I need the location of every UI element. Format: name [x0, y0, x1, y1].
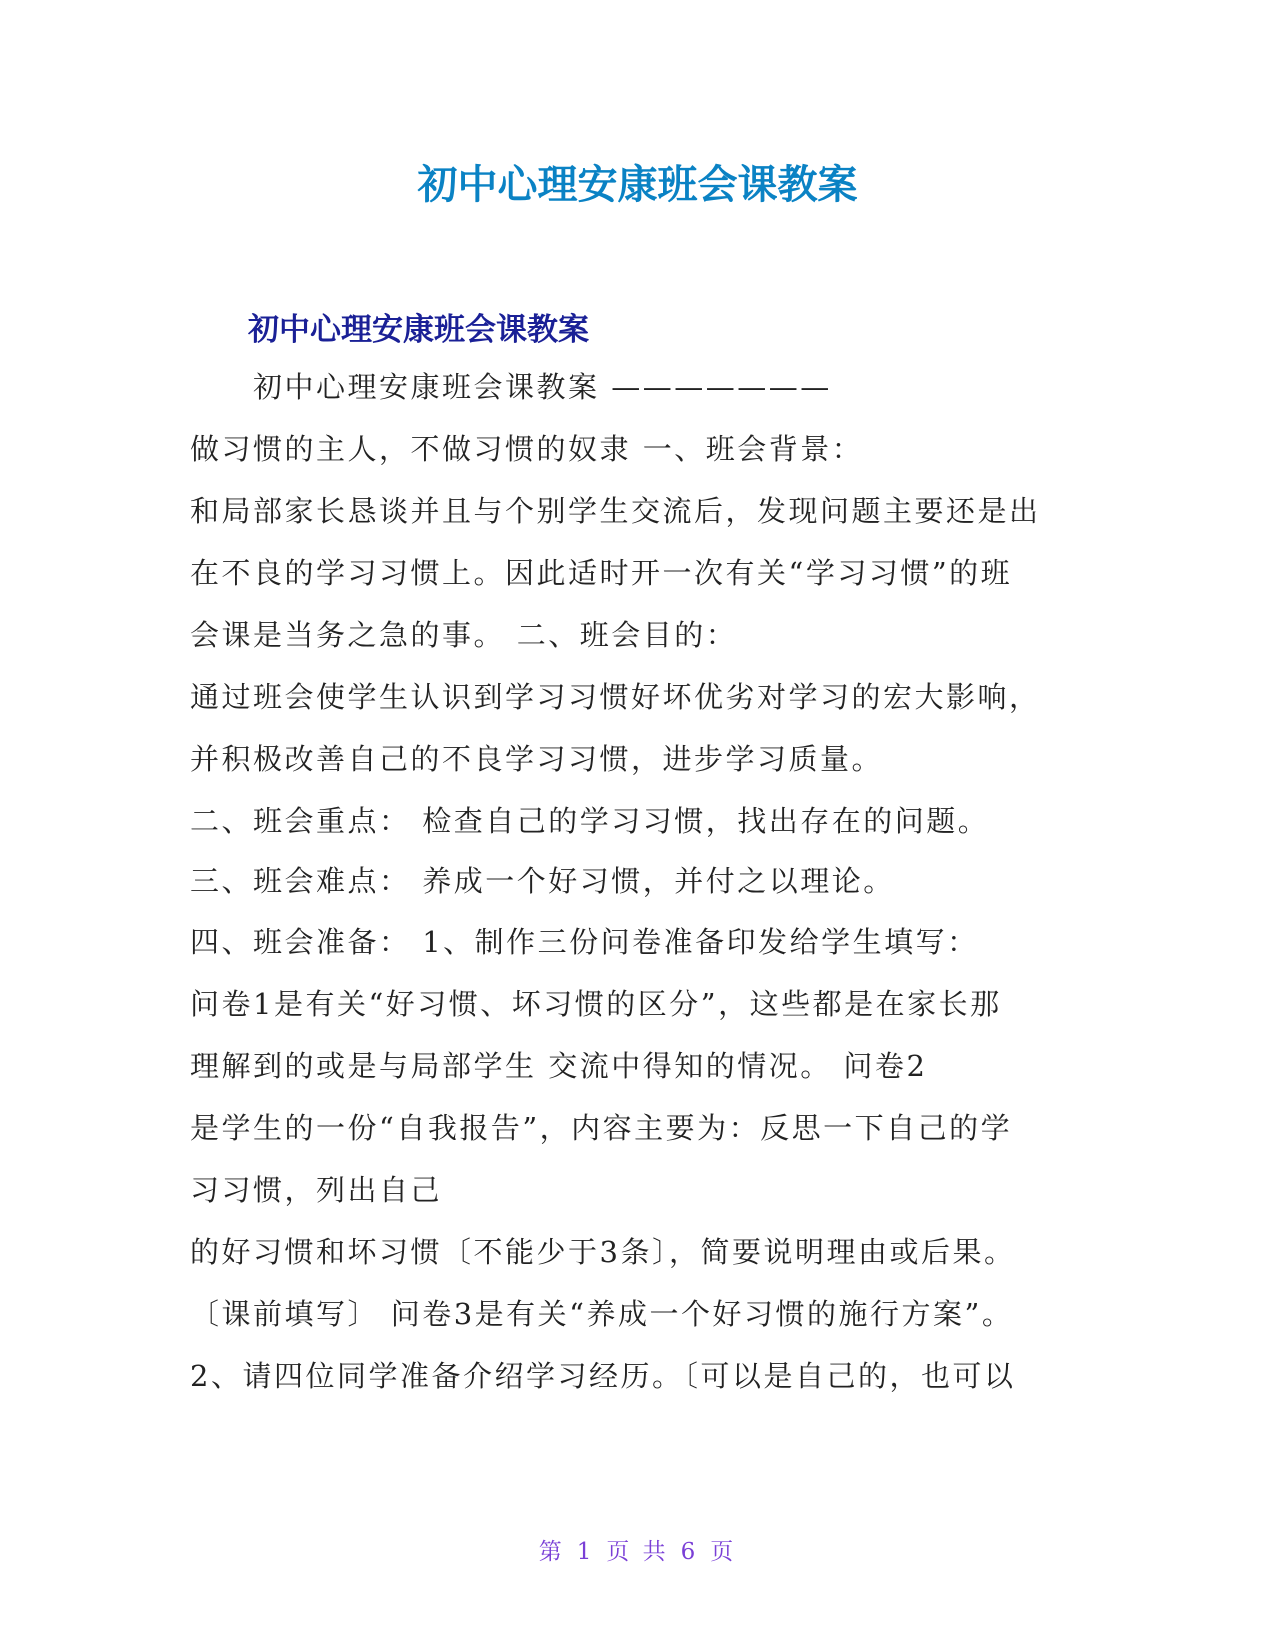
footer-total-pages: 6 — [680, 1539, 699, 1565]
page-footer — [0, 1533, 1275, 1566]
body-line: 初中心理安康班会课教案 ——————— — [190, 370, 832, 404]
body-line: 并积极改善自己的不良学习习惯，进步学习质量。 — [190, 742, 884, 776]
document-subtitle: 初中心理安康班会课教案 — [248, 312, 589, 348]
body-line: 会课是当务之急的事。 二、班会目的： — [190, 618, 738, 652]
body-line: 的好习惯和坏习惯〔不能少于3条〕，简要说明理由或后果。 — [190, 1235, 1016, 1269]
body-line: 2、请四位同学准备介绍学习经历。〔可以是自己的，也可以 — [190, 1359, 1016, 1393]
footer-middle: 页 共 — [606, 1539, 669, 1565]
body-line: 做习惯的主人，不做习惯的奴隶 一、班会背景： — [190, 432, 864, 466]
body-line: 四、班会准备： 1、制作三份问卷准备印发给学生填写： — [190, 925, 979, 959]
body-line: 二、班会重点： 检查自己的学习习惯，找出存在的问题。 — [190, 804, 990, 838]
body-line: 和局部家长恳谈并且与个别学生交流后，发现问题主要还是出 — [190, 494, 1041, 528]
body-line: 问卷1是有关“好习惯、坏习惯的区分”，这些都是在家长那 — [190, 987, 1002, 1021]
body-line: 是学生的一份“自我报告”，内容主要为：反思一下自己的学 — [190, 1111, 1013, 1145]
body-line: 通过班会使学生认识到学习习惯好坏优劣对学习的宏大影响， — [190, 680, 1041, 714]
body-line: 三、班会难点： 养成一个好习惯，并付之以理论。 — [190, 864, 895, 898]
footer-prefix: 第 — [538, 1539, 565, 1565]
body-line: 习习惯，列出自己 — [190, 1173, 443, 1207]
footer-suffix: 页 — [710, 1539, 737, 1565]
document-title: 初中心理安康班会课教案 — [417, 162, 858, 208]
body-line: 在不良的学习习惯上。因此适时开一次有关“学习习惯”的班 — [190, 556, 1013, 590]
body-line: 理解到的或是与局部学生 交流中得知的情况。 问卷2 — [190, 1049, 928, 1083]
body-line: 〔课前填写〕 问卷3是有关“养成一个好习惯的施行方案”。 — [190, 1297, 1014, 1331]
footer-page-number: 1 — [576, 1539, 595, 1565]
